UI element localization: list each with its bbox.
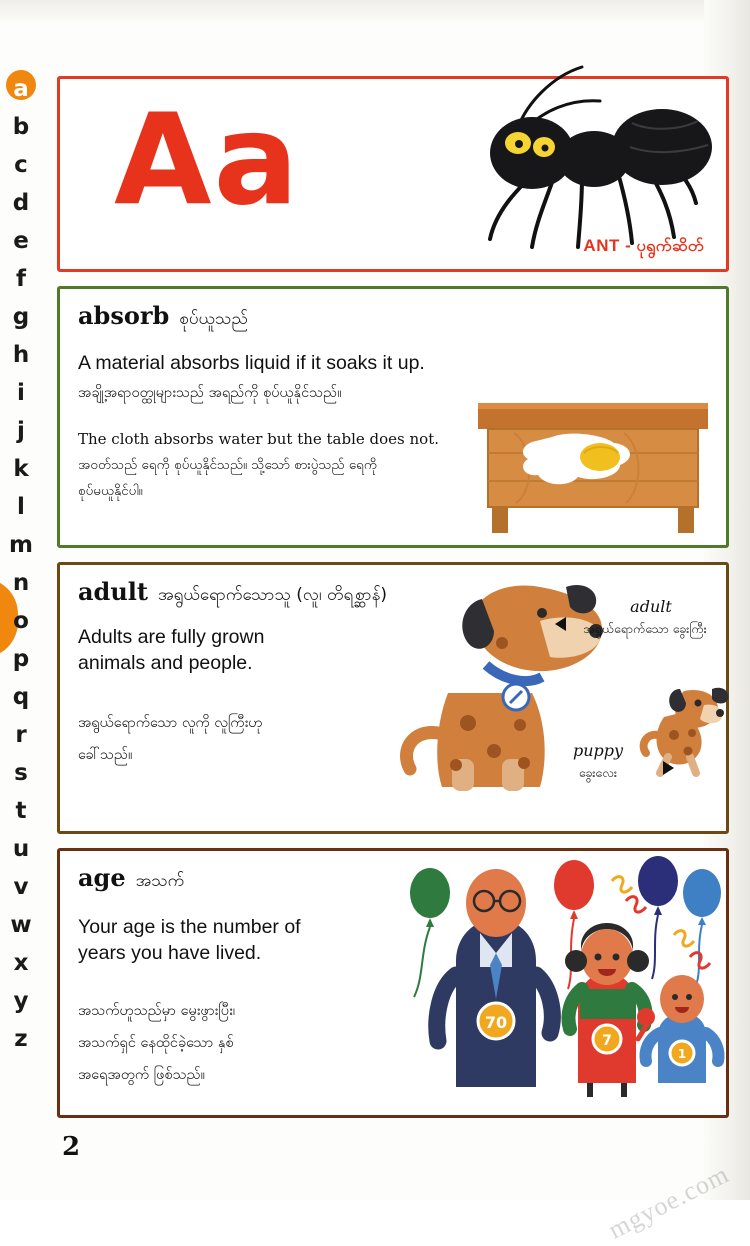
alpha-letter-label: n	[12, 570, 30, 596]
letter-panel	[57, 76, 729, 272]
alpha-letter-label: h	[12, 342, 30, 368]
entry-adult-headword-mm: အရွယ်ရောက်သောသူ (လူ၊ တိရစ္ဆာန်)	[157, 585, 388, 605]
alpha-letter-label: r	[15, 722, 27, 748]
entry-adult-head	[78, 577, 387, 609]
alpha-index-a[interactable]	[4, 70, 38, 108]
puppy-label-en: puppy	[572, 741, 624, 760]
birthday-people-illustration	[390, 857, 726, 1107]
adult-arrow-icon	[555, 617, 566, 631]
alpha-letter-label: y	[13, 988, 29, 1014]
alpha-letter-label: z	[14, 1026, 28, 1052]
alpha-letter-label: b	[12, 114, 30, 140]
entry-age-definition-en-line2: years you have lived.	[78, 942, 262, 964]
entry-absorb-example-en: The cloth absorbs water but the table does not.	[78, 430, 440, 448]
entry-absorb	[57, 286, 729, 548]
entry-age-definition-mm-line2: အသက်ရှင် နေထိုင်ခဲ့သော နှစ်	[78, 1035, 234, 1051]
entry-absorb-example-mm-line1: အဝတ်သည် ရေကို စုပ်ယူနိုင်သည်။ သို့သော် စားပွဲသည် ရေကို	[78, 457, 378, 473]
alpha-index-x[interactable]	[4, 944, 38, 982]
watermark: mgyoe.com	[603, 1159, 734, 1245]
puppy-label-mm: ခွေးလေး	[578, 765, 618, 780]
alpha-letter-label: i	[17, 380, 25, 406]
entry-age-headword-mm: အသက်	[135, 871, 185, 891]
entry-adult-definition-en-line1: Adults are fully grown	[78, 626, 265, 648]
entry-adult-headword: adult	[78, 577, 148, 606]
table-with-spill-illustration	[474, 397, 712, 537]
entry-adult-definition-mm-line2: ခေါ်သည်။	[78, 747, 133, 763]
alpha-letter-label: c	[14, 152, 28, 178]
alpha-index-v[interactable]	[4, 868, 38, 906]
page-edge-top	[0, 0, 750, 22]
alpha-letter-label: g	[12, 304, 30, 330]
alpha-letter-label: a	[13, 76, 29, 102]
alpha-letter-label: l	[17, 494, 25, 520]
letter-heading: Aa	[114, 86, 301, 233]
entry-absorb-headword: absorb	[78, 301, 170, 330]
alpha-index-w[interactable]	[4, 906, 38, 944]
entry-age-headword: age	[78, 863, 126, 892]
alpha-index-j[interactable]	[4, 412, 38, 450]
alpha-letter-label: m	[9, 532, 33, 558]
alpha-index-e[interactable]	[4, 222, 38, 260]
entry-age-definition-mm-line3: အရေအတွက် ဖြစ်သည်။	[78, 1067, 206, 1083]
alpha-index-b[interactable]	[4, 108, 38, 146]
entry-age-definition-mm-line1: အသက်ဟူသည်မှာ မွေးဖွားပြီး၊	[78, 1003, 236, 1019]
entry-absorb-example-mm-line2: စုပ်မယူနိုင်ပါ။	[78, 483, 143, 499]
entry-absorb-definition-mm: အချို့အရာဝတ္ထုများသည် အရည်ကို စုပ်ယူနိုင်သည်။	[78, 385, 342, 401]
entry-absorb-headword-mm: စုပ်ယူသည်	[179, 309, 248, 329]
alpha-letter-label: v	[13, 874, 29, 900]
svg-text:1: 1	[677, 1047, 687, 1061]
alpha-letter-label: k	[13, 456, 29, 482]
alpha-index-g[interactable]	[4, 298, 38, 336]
alpha-index-l[interactable]	[4, 488, 38, 526]
alpha-index-s[interactable]	[4, 754, 38, 792]
svg-text:70: 70	[484, 1013, 508, 1032]
alpha-letter-label: p	[12, 646, 30, 672]
entry-absorb-head	[78, 301, 248, 333]
alpha-index-z[interactable]	[4, 1020, 38, 1058]
alpha-letter-label: f	[15, 266, 26, 292]
entry-age-definition-en-line1: Your age is the number of	[78, 916, 301, 938]
alpha-index-p[interactable]	[4, 640, 38, 678]
entry-adult-definition-mm-line1: အရွယ်ရောက်သော လူကို လူကြီးဟု	[78, 715, 263, 731]
entry-age	[57, 848, 729, 1118]
svg-text:7: 7	[602, 1033, 612, 1049]
alpha-index-y[interactable]	[4, 982, 38, 1020]
alpha-index-r[interactable]	[4, 716, 38, 754]
ant-word-mm: ပုရွက်ဆိတ်	[636, 236, 704, 255]
alpha-index-c[interactable]	[4, 146, 38, 184]
alpha-index-u[interactable]	[4, 830, 38, 868]
alpha-letter-label: t	[15, 798, 27, 824]
alpha-letter-label: j	[17, 418, 25, 444]
adult-label-mm: အရွယ်ရောက်သော ခွေးကြီး	[583, 621, 707, 636]
alpha-index-k[interactable]	[4, 450, 38, 488]
puppy-arrow-icon	[663, 761, 674, 775]
alphabet-index[interactable]	[0, 70, 42, 1130]
alpha-letter-label: d	[12, 190, 30, 216]
entry-absorb-definition-en: A material absorbs liquid if it soaks it up.	[78, 352, 425, 374]
alpha-index-q[interactable]	[4, 678, 38, 716]
entry-adult-definition-en-line2: animals and people.	[78, 652, 253, 674]
alpha-index-d[interactable]	[4, 184, 38, 222]
alpha-letter-label: x	[13, 950, 29, 976]
alpha-index-n[interactable]	[4, 564, 38, 602]
entry-age-head	[78, 863, 184, 895]
alpha-index-o[interactable]	[4, 602, 38, 640]
alpha-index-f[interactable]	[4, 260, 38, 298]
ant-word-en: ANT -	[583, 236, 632, 255]
alpha-letter-label: s	[14, 760, 28, 786]
alpha-letter-label: o	[13, 608, 29, 634]
alpha-letter-label: w	[10, 912, 32, 938]
alpha-index-h[interactable]	[4, 336, 38, 374]
adult-label-en: adult	[630, 597, 672, 616]
alpha-index-t[interactable]	[4, 792, 38, 830]
ant-caption	[583, 235, 704, 259]
alpha-index-m[interactable]	[4, 526, 38, 564]
alpha-letter-label: q	[12, 684, 30, 710]
entry-adult	[57, 562, 729, 834]
page-number: 2	[62, 1132, 81, 1162]
alpha-letter-label: e	[13, 228, 29, 254]
alpha-index-i[interactable]	[4, 374, 38, 412]
alpha-letter-label: u	[12, 836, 30, 862]
